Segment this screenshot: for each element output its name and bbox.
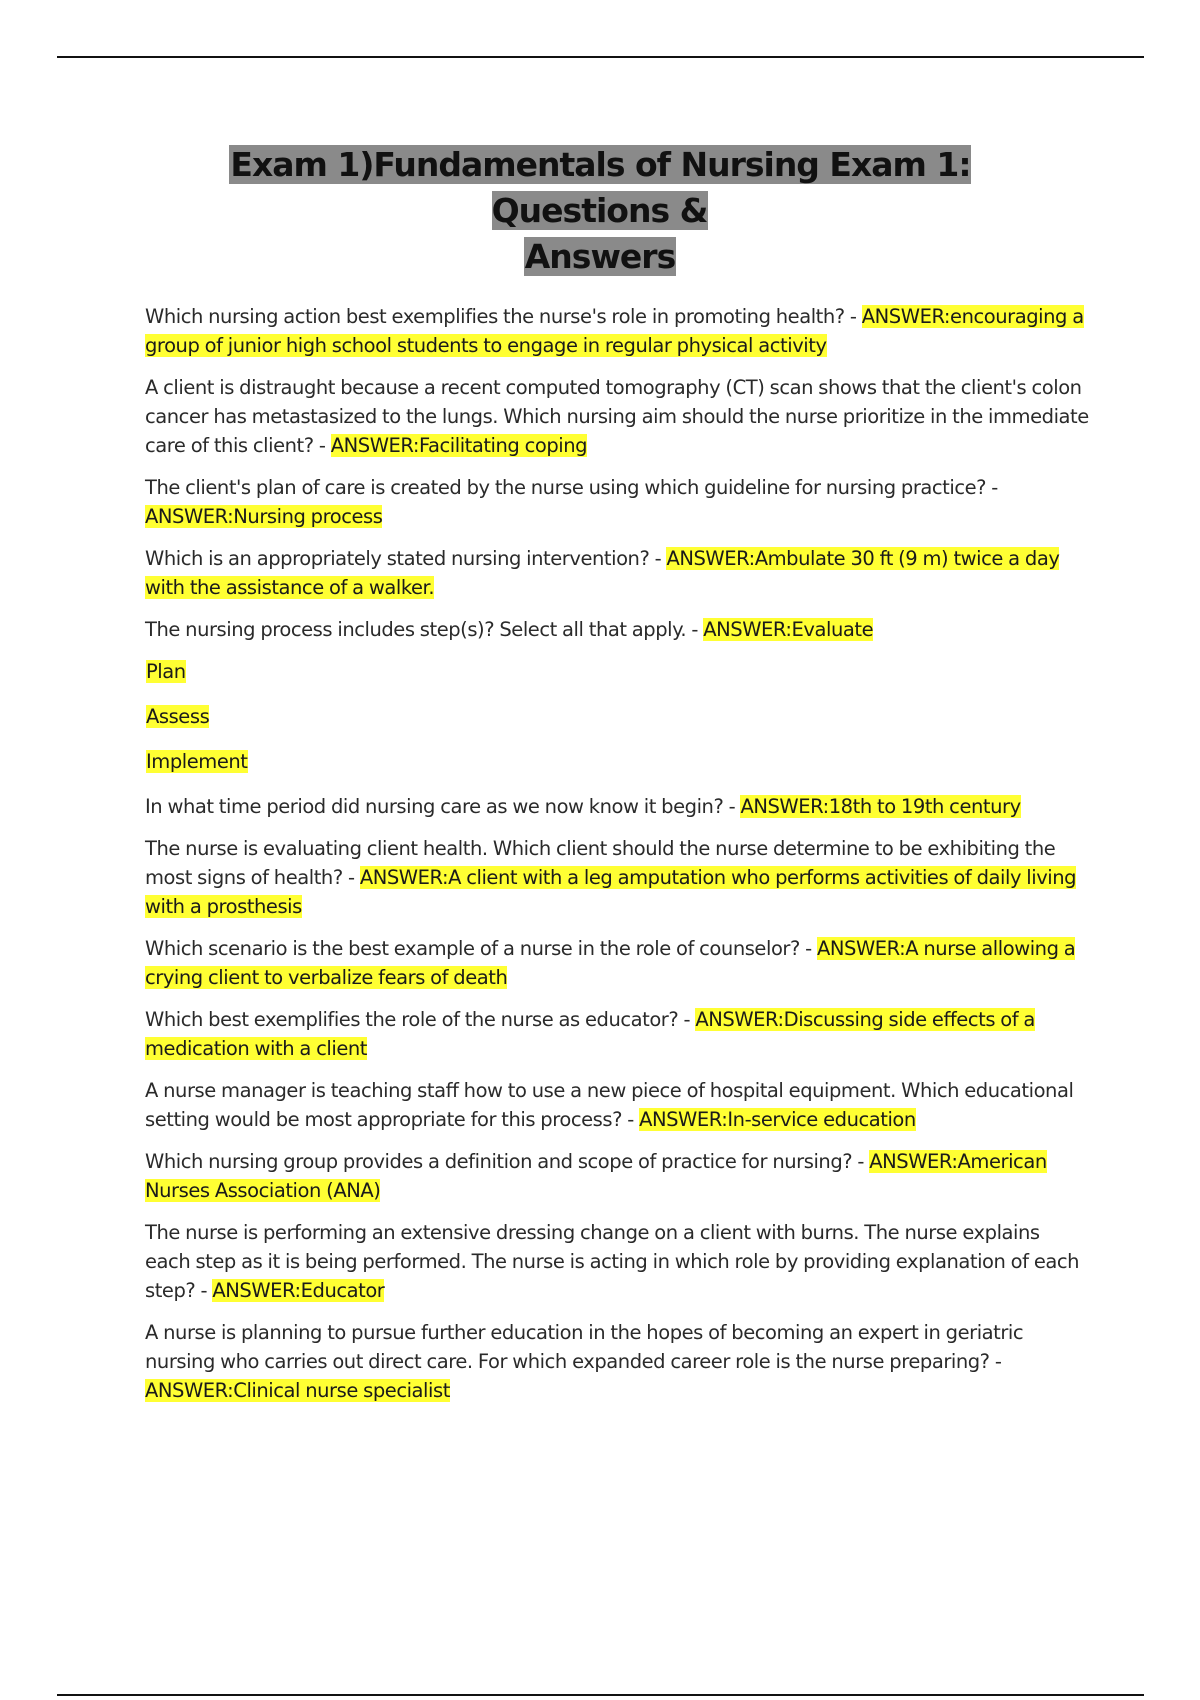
document-title: [140, 142, 1060, 280]
qa-item: [145, 302, 1090, 360]
question-text: The nurse is performing an extensive dressing change on a client with burns. The nurse explains each step as it is being performed. The nurse is acting in which role by providing explanation of each step? -: [145, 1221, 1080, 1302]
answer-highlight: ANSWER:Educator: [212, 1279, 385, 1302]
extra-answer: [146, 657, 1090, 686]
question-text: The client's plan of care is created by the nurse using which guideline for nursing practice? -: [145, 476, 998, 499]
question-text: A client is distraught because a recent computed tomography (CT) scan shows that the client's colon cancer has metastasized to the lungs. Which nursing aim should the nurse prioritize in the immediate care of this client? -: [145, 376, 1089, 457]
qa-item: [145, 934, 1090, 992]
answer-highlight: ANSWER:Nursing process: [145, 505, 383, 528]
qa-item: [145, 1318, 1090, 1405]
qa-item: [145, 792, 1090, 821]
qa-item: [145, 1218, 1090, 1305]
title-line-2: Answers: [524, 237, 676, 276]
qa-item: [145, 834, 1090, 921]
answer-highlight: ANSWER:Discussing side effects of a medication with a client: [145, 1008, 1035, 1060]
answer-highlight: ANSWER:A nurse allowing a crying client to verbalize fears of death: [145, 937, 1076, 989]
question-text: Which scenario is the best example of a nurse in the role of counselor? -: [145, 937, 817, 960]
qa-list: [145, 302, 1090, 1418]
answer-highlight: ANSWER:Evaluate: [703, 618, 874, 641]
question-text: The nurse is evaluating client health. Which client should the nurse determine to be exhibiting the most signs of health? -: [145, 837, 1056, 889]
question-text: A nurse manager is teaching staff how to use a new piece of hospital equipment. Which educational setting would be most appropriate for this process? -: [145, 1079, 1074, 1131]
answer-highlight: ANSWER:In-service education: [639, 1108, 916, 1131]
top-rule: [57, 56, 1144, 58]
extra-answer: [146, 702, 1090, 731]
question-text: In what time period did nursing care as we now know it begin? -: [145, 795, 741, 818]
answer-highlight: ANSWER:Ambulate 30 ft (9 m) twice a day with the assistance of a walker.: [145, 547, 1060, 599]
qa-item: [145, 473, 1090, 531]
answer-highlight: ANSWER:encouraging a group of junior high school students to engage in regular physical activity: [145, 305, 1084, 357]
answer-highlight: ANSWER:American Nurses Association (ANA): [145, 1150, 1047, 1202]
title-line-1: Exam 1)Fundamentals of Nursing Exam 1: Questions &: [230, 145, 971, 230]
bottom-rule: [57, 1694, 1144, 1696]
answer-highlight: ANSWER:Facilitating coping: [330, 434, 588, 457]
qa-item: [145, 544, 1090, 602]
answer-highlight: ANSWER:Clinical nurse specialist: [145, 1379, 450, 1402]
answer-highlight: Assess: [146, 705, 210, 728]
question-text: Which nursing action best exemplifies the nurse's role in promoting health? -: [145, 305, 862, 328]
question-text: A nurse is planning to pursue further education in the hopes of becoming an expert in geriatric nursing who carries out direct care. For which expanded career role is the nurse preparing? -: [145, 1321, 1024, 1373]
qa-item: [145, 1147, 1090, 1205]
extra-answer: [146, 747, 1090, 776]
qa-item: [145, 615, 1090, 644]
answer-highlight: ANSWER:18th to 19th century: [740, 795, 1021, 818]
answer-highlight: Plan: [146, 660, 186, 683]
question-text: Which is an appropriately stated nursing intervention? -: [145, 547, 667, 570]
qa-item: [145, 1005, 1090, 1063]
answer-highlight: Implement: [146, 750, 248, 773]
qa-item: [145, 1076, 1090, 1134]
question-text: The nursing process includes step(s)? Select all that apply. -: [145, 618, 704, 641]
question-text: Which best exemplifies the role of the nurse as educator? -: [145, 1008, 696, 1031]
answer-highlight: ANSWER:A client with a leg amputation who performs activities of daily living with a prosthesis: [145, 866, 1077, 918]
qa-item: [145, 373, 1090, 460]
question-text: Which nursing group provides a definition and scope of practice for nursing? -: [145, 1150, 870, 1173]
